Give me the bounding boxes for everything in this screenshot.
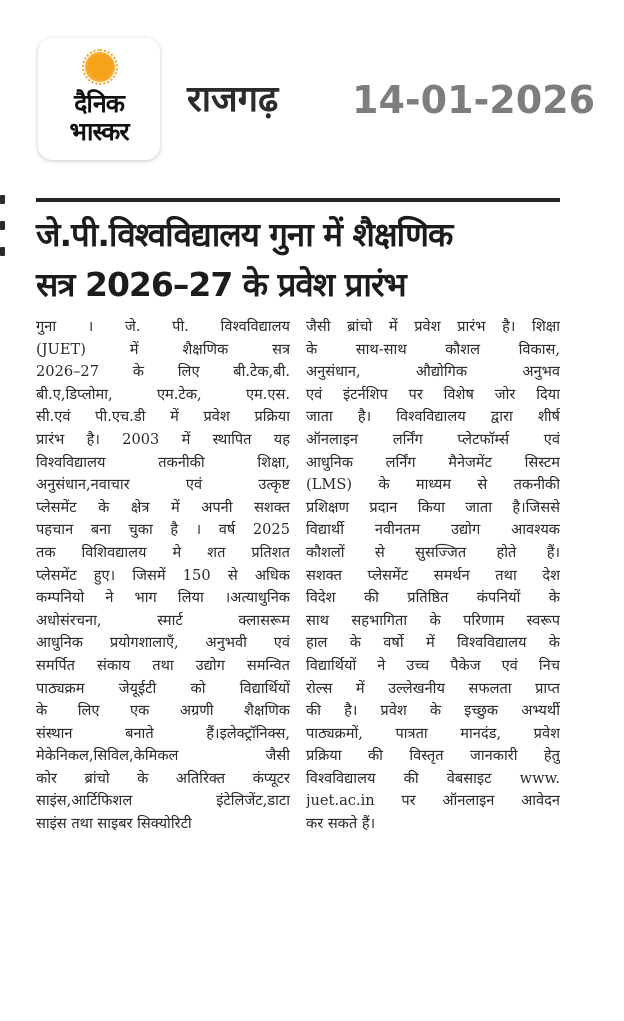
body-text-line: सी.एवं पी.एच.डी में प्रवेश प्रक्रिया — [36, 408, 290, 426]
body-text-line: बी.ए,डिप्लोमा, एम.टेक, एम.एस. — [36, 385, 290, 403]
headline-rule — [36, 198, 560, 202]
body-text-line: अनुसंधान, औद्योगिक अनुभव — [306, 363, 560, 381]
body-text-line: सशक्त प्लेसमेंट समर्थन तथा देश — [306, 566, 560, 584]
body-text-line: juet.ac.in पर ऑनलाइन आवेदन — [306, 792, 560, 810]
logo-text-line1: दैनिक — [74, 89, 124, 118]
body-text-line: साथ सहभागिता के परिणाम स्वरूप — [306, 611, 560, 629]
body-text-line: प्लेसमेंट हुए। जिसमें 150 से अधिक — [36, 566, 290, 584]
body-text-line: (JUET) में शैक्षणिक सत्र — [36, 340, 290, 358]
body-text-line: जाता है। विश्वविद्यालय द्वारा शीर्ष — [306, 408, 560, 426]
right-column — [306, 316, 560, 836]
body-text-line: पाठ्यक्रम जेयूईटी को विद्यार्थियों — [36, 679, 290, 697]
body-text-line: तक विशिवद्यालय मे शत प्रतिशत — [36, 543, 290, 561]
edition-date: 14-01-2026 — [352, 78, 596, 122]
news-article — [36, 198, 560, 836]
body-text-line: 2026–27 के लिए बी.टेक,बी. — [36, 363, 290, 381]
body-text-line: हाल के वर्षो में विश्वविद्यालय के — [306, 634, 560, 652]
body-text-line: जैसी ब्रांचो में प्रवेश प्रारंभ है। शिक्षा — [306, 318, 560, 335]
body-text-line: अनुसंधान,नवाचार एवं उत्कृष्ट — [36, 476, 290, 494]
body-text-line: संस्थान बनाते हैं।इलेक्ट्रॉनिक्स, — [36, 724, 290, 742]
headline-line1: जे.पी.विश्वविद्यालय गुना में शैक्षणिक — [36, 215, 453, 254]
article-body — [36, 316, 560, 836]
body-text-line: कौशलों से सुसज्जित होते हैं। — [306, 543, 560, 561]
body-text-line: विश्वविद्यालय की वेबसाइट www. — [306, 769, 560, 787]
body-text-line: ऑनलाइन लर्निंग प्लेटफॉर्म्स एवं — [306, 430, 560, 448]
body-text-line: अधोसंरचना, स्मार्ट क्लासरूम — [36, 611, 290, 629]
dainik-bhaskar-logo — [38, 38, 160, 160]
body-text-line: के साथ-साथ कौशल विकास, — [306, 340, 560, 358]
body-text-line: एवं इंटर्नशिप पर विशेष जोर दिया — [306, 385, 560, 403]
sun-icon — [85, 52, 115, 82]
body-text-line: साइंस,आर्टिफिशल इंटेलिजेंट,डाटा — [36, 792, 290, 810]
headline-line2: सत्र 2026–27 के प्रवेश प्रारंभ — [36, 265, 406, 304]
adjacent-article-edge — [0, 195, 6, 275]
body-text-line: साइंस तथा साइबर सिक्योरिटी — [36, 815, 192, 833]
body-text-line: के लिए एक अग्रणी शैक्षणिक — [36, 702, 290, 720]
body-text-line: गुना । जे. पी. विश्वविद्यालय — [36, 318, 290, 335]
body-text-line: पाठ्यक्रमों, पात्रता मानदंड, प्रवेश — [306, 724, 560, 742]
body-text-line: कम्पनियो ने भाग लिया ।अत्याधुनिक — [36, 589, 290, 607]
body-text-line: मेकेनिकल,सिविल,केमिकल जैसी — [36, 747, 290, 765]
edition-city: राजगढ़ — [187, 79, 279, 120]
body-text-line: विश्वविद्यालय तकनीकी शिक्षा, — [36, 453, 290, 471]
clipping-header — [0, 0, 624, 170]
left-column — [36, 316, 290, 836]
body-text-line: विद्यार्थियों ने उच्च पैकेज एवं निच — [306, 656, 560, 674]
body-text-line: प्लेसमेंट के क्षेत्र में अपनी सशक्त — [36, 498, 290, 516]
body-text-line: प्रारंभ है। 2003 में स्थापित यह — [36, 430, 290, 448]
body-text-line: विदेश की प्रतिष्ठित कंपनियों के — [306, 589, 560, 607]
body-text-line: प्रक्रिया की विस्तृत जानकारी हेतु — [306, 747, 560, 765]
body-text-line: कर सकते हैं। — [306, 815, 376, 833]
body-text-line: पहचान बना चुका है । वर्ष 2025 — [36, 521, 290, 539]
body-text-line: (LMS) के माध्यम से तकनीकी — [306, 476, 560, 494]
logo-text-line2: भास्कर — [69, 117, 129, 146]
body-text-line: की है। प्रवेश के इच्छुक अभ्यर्थी — [306, 702, 560, 720]
body-text-line: समर्पित संकाय तथा उद्योग समन्वित — [36, 656, 290, 674]
body-text-line: आधुनिक लर्निंग मैनेजमेंट सिस्टम — [306, 453, 560, 471]
headline — [36, 210, 560, 310]
body-text-line: विद्यार्थी नवीनतम उद्योग आवश्यक — [306, 521, 560, 539]
body-text-line: कोर ब्रांचो के अतिरिक्त कंप्यूटर — [36, 769, 290, 787]
body-text-line: रोल्स में उल्लेखनीय सफलता प्राप्त — [306, 679, 560, 697]
body-text-line: प्रशिक्षण प्रदान किया जाता है।जिससे — [306, 498, 560, 516]
body-text-line: आधुनिक प्रयोगशालाएँ, अनुभवी एवं — [36, 634, 290, 652]
